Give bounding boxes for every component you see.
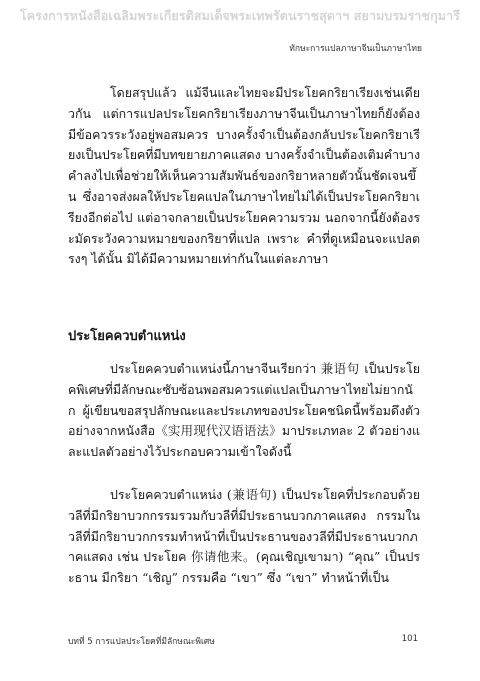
running-head: ทักษะการแปลภาษาจีนเป็นภาษาไทย: [289, 44, 422, 54]
footer-chapter-title: บทที่ 5 การแปลประโยคที่มีลักษณะพิเศษ: [68, 637, 215, 647]
paragraph-intro: ประโยคควบตำแหน่งนี้ภาษาจีนเรียกว่า 兼语句 เป็นประโยคพิเศษที่มีลักษณะซับซ้อนพอสมควรแต่แปลเป็นภาษาไทยไม่ยากนัก ผู้เขียนขอสรุปลักษณะและประเภทของประโยคชนิดนี้พร้อมดึงตัวอย่างจากหนังสือ《实用现代汉语语法》มาประเภทละ 2 ตัวอย่างและแปลตัวอย่างไว้ประกอบความเข้าใจดังนี้: [68, 361, 420, 460]
paragraph-summary: โดยสรุปแล้ว แม้จีนและไทยจะมีประโยคกริยาเรียงเช่นเดียวกัน แต่การแปลประโยคกริยาเรียงภาษาจีนเป็นภาษาไทยก็ยังต้องมีข้อควรระวังอยู่พอสมควร บางครั้งจำเป็นต้องกลับประโยคกริยาเรียงเป็นประโยคที่มีบทขยายภาคแสดง บางครั้งจำเป็นต้องเติมคำบางคำลงไปเพื่อช่วยให้เห็นความสัมพันธ์ของกริยาหลายตัวนั้นชัดเจนขึ้น ซึ่งอาจส่งผลให้ประโยคแปลในภาษาไทยไม่ได้เป็นประโยคกริยาเรียงอีกต่อไป แต่อาจกลายเป็นประโยคความรวม นอกจากนี้ยังต้องระมัดระวังความหมายของกริยาที่แปล เพราะ คำที่ดูเหมือนจะแปลตรงๆ ได้นั้น มิได้มีความหมายเท่ากันในแต่ละภาษา: [68, 85, 420, 267]
page-number: 101: [401, 634, 418, 644]
section-heading: ประโยคควบตำแหน่ง: [68, 329, 186, 344]
watermark-text: โครงการหนังสือเฉลิมพระเกียรติสมเด็จพระเทพรัตนราชสุดาฯ สยามบรมราชกุมารี: [19, 8, 461, 23]
paragraph-definition: ประโยคควบตำแหน่ง (兼语句) เป็นประโยคที่ประกอบด้วยวลีที่มีกริยาบวกกรรมรวมกับวลีที่มีประธานบวกภาคแสดง กรรมในวลีที่มีกริยาบวกกรรมทำหน้าที่เป็นประธานของวลีที่มีประธานบวกภาคแสดง เช่น ประโยค 你请他来。(คุณเชิญเขามา) “คุณ” เป็นประธาน มีกริยา “เชิญ” กรรมคือ “เขา” ซึ่ง “เขา” ทำหน้าที่เป็น: [68, 487, 420, 586]
